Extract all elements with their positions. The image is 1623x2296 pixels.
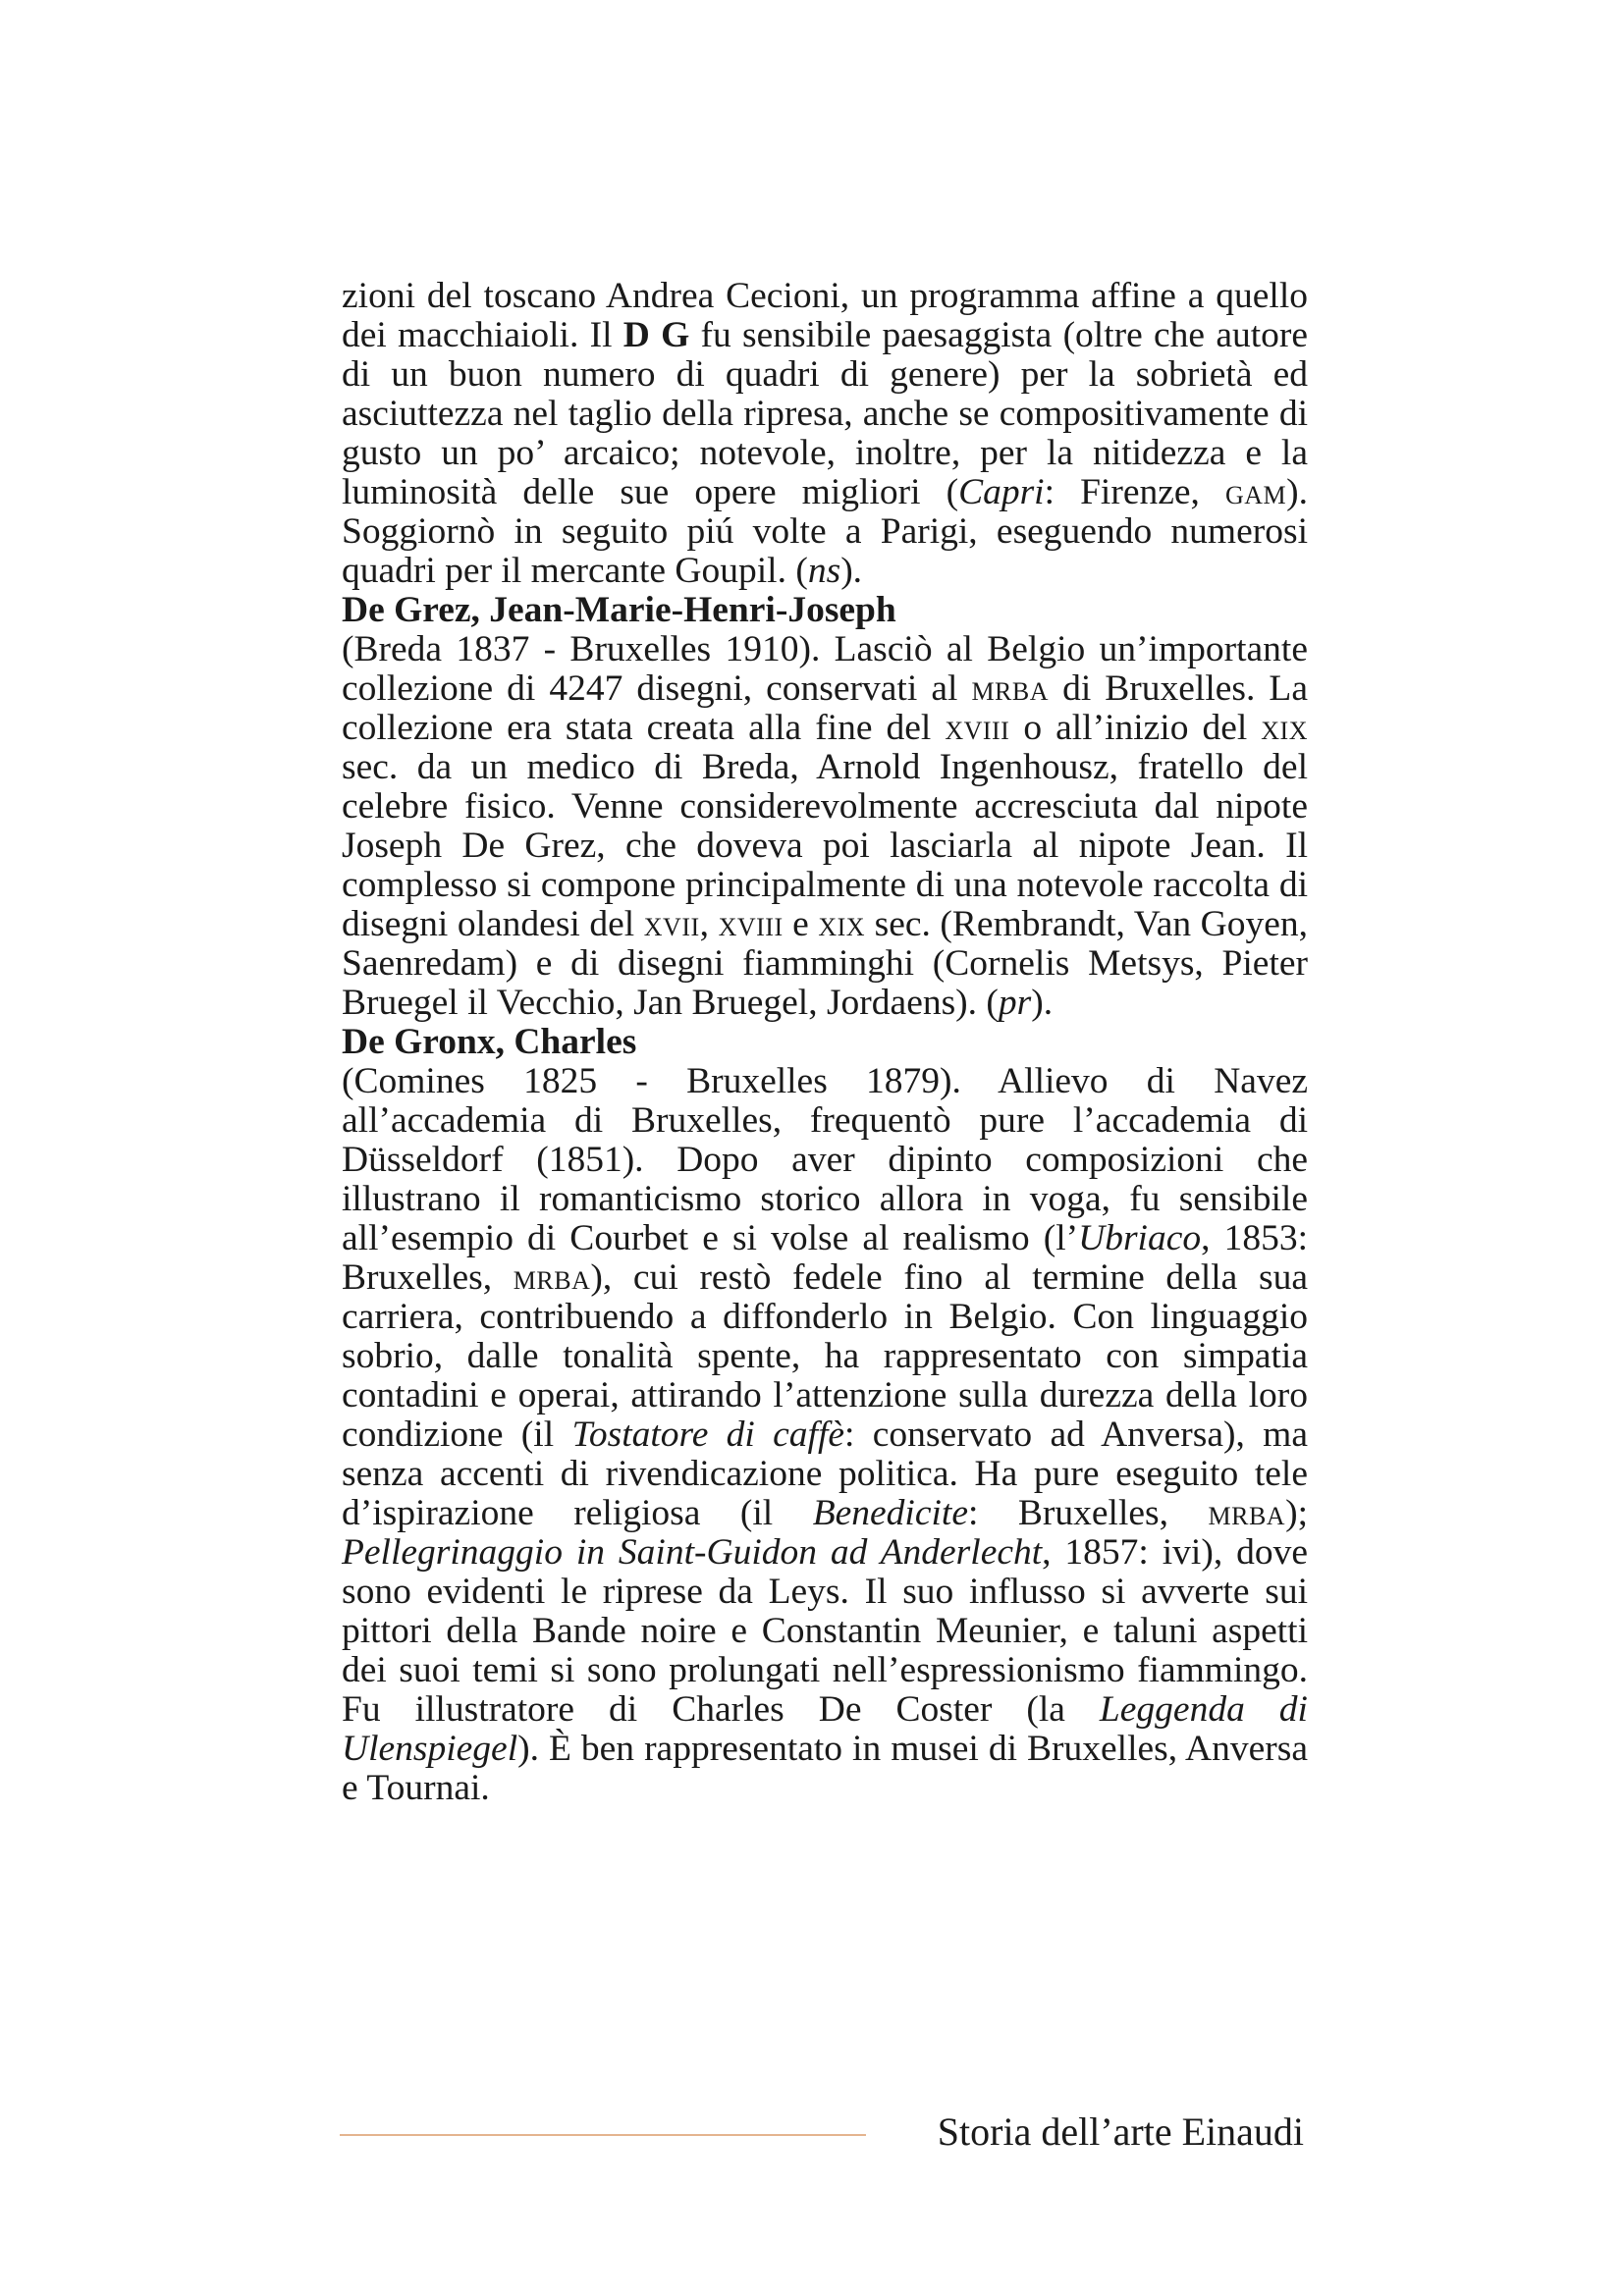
- dg-abbreviation: D G: [622, 315, 690, 355]
- author-initials: pr: [998, 983, 1032, 1023]
- entry-title-de-gronx: De Gronx, Charles: [342, 1022, 637, 1062]
- intro-paragraph: zioni del toscano Andrea Cecioni, un programma affine a quello dei macchiaioli. Il D G fu sensibile paesaggista (oltre che autore di un buon numero di quadri di genere) per la sobrietà ed asciuttezza nel taglio della ripresa, anche se compositivamente di gusto un po’ arcaico; notevole, inoltre, per la nitidezza e la luminosità delle sue opere migliori (Capri: Firenze, gam). Soggiornò in seguito piú volte a Parigi, eseguendo numerosi quadri per il mercante Goupil. (ns).: [342, 276, 1309, 591]
- entry-title-de-grez: De Grez, Jean-Marie-Henri-Joseph: [342, 590, 896, 630]
- entry-body-de-grez: (Breda 1837 - Bruxelles 1910). Lasciò al Belgio un’importante collezione di 4247 disegni, conservati al mrba di Bruxelles. La collezione era stata creata alla fine del xviii o all’inizio del xix sec. da un medico di Breda, Arnold Ingenhousz, fratello del celebre fisico. Venne considerevolmente accresciuta dal nipote Joseph De Grez, che doveva poi lasciarla al nipote Jean. Il complesso si compone principalmente di una notevole raccolta di disegni olandesi del xvii, xviii e xix sec. (Rembrandt, Van Goyen, Saenredam) e di disegni fiamminghi (Cornelis Metsys, Pieter Bruegel il Vecchio, Jan Bruegel, Jordaens). (pr).: [342, 629, 1309, 1023]
- text-column: [342, 277, 1308, 1808]
- author-initials: ns: [807, 551, 841, 591]
- entry-body-de-gronx: (Comines 1825 - Bruxelles 1879). Allievo di Navez all’accademia di Bruxelles, frequentò pure l’accademia di Düsseldorf (1851). Dopo aver dipinto composizioni che illustrano il romanticismo storico allora in voga, fu sensibile all’esempio di Courbet e si volse al realismo (l’Ubriaco, 1853: Bruxelles, mrba), cui restò fedele fino al termine della sua carriera, contribuendo a diffonderlo in Belgio. Con linguaggio sobrio, dalle tonalità spente, ha rappresentato con simpatia contadini e operai, attirando l’attenzione sulla durezza della loro condizione (il Tostatore di caffè: conservato ad Anversa), ma senza accenti di rivendicazione politica. Ha pure eseguito tele d’ispirazione religiosa (il Benedicite: Bruxelles, mrba); Pellegrinaggio in Saint-Guidon ad Anderlecht, 1857: ivi), dove sono evidenti le riprese da Leys. Il suo influsso si avverte sui pittori della Bande noire e Constantin Meunier, e taluni aspetti dei suoi temi si sono prolungati nell’espressionismo fiammingo. Fu illustratore di Charles De Coster (la Leggenda di Ulenspiegel). È ben rappresentato in musei di Bruxelles, Anversa e Tournai.: [342, 1061, 1309, 1808]
- footer-publication-title: Storia dell’arte Einaudi: [937, 2109, 1304, 2154]
- footer-rule: [340, 2134, 866, 2136]
